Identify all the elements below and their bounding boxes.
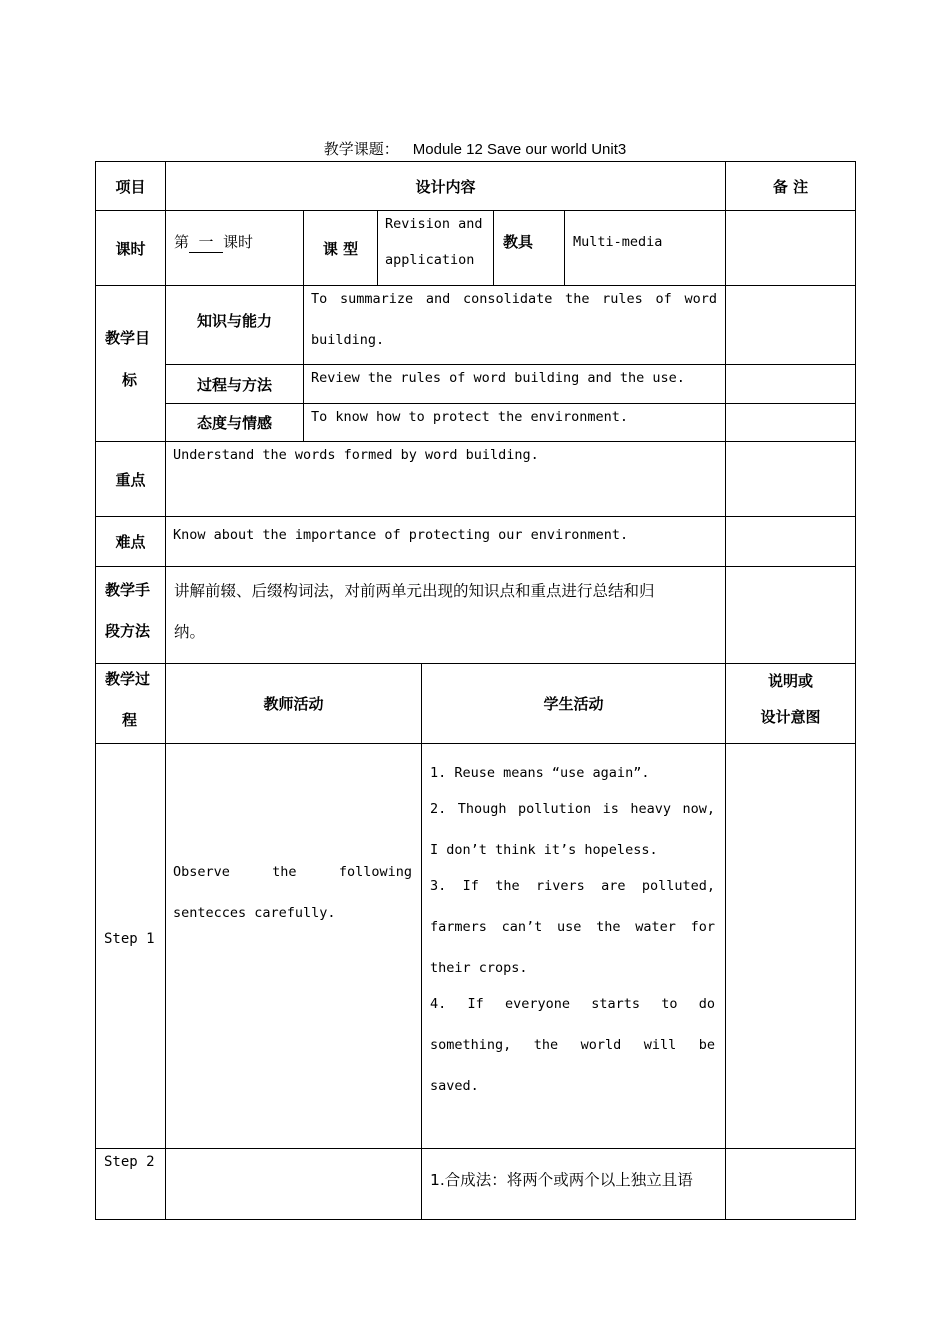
difficulty-remark: [725, 516, 856, 567]
process-header-line1: 教学过: [105, 670, 151, 688]
objectives-label-line1: 教学目: [105, 329, 151, 347]
knowledge-label: 知识与能力: [165, 285, 304, 365]
methods-line1: 讲解前辍、后缀构词法，对前两单元出现的知识点和重点进行总结和归: [174, 582, 655, 600]
methods-remark: [725, 566, 856, 664]
step1-student-cell: [421, 743, 726, 1149]
key-point-text: Understand the words formed by word building.: [173, 447, 539, 463]
step1-s2-line2: I don’t think it’s hopeless.: [430, 842, 658, 858]
lesson-label: 课时: [95, 210, 166, 286]
knowledge-line1: To summarize and consolidate the rules of word: [311, 291, 717, 307]
lesson-type-line2: application: [385, 252, 475, 268]
lesson-tools-value: Multi-media: [573, 234, 663, 250]
note-header-cell: [725, 663, 856, 744]
step1-s1: 1. Reuse means “use again”.: [430, 765, 650, 781]
methods-label-line2: 段方法: [105, 622, 151, 640]
step2-label: Step 2: [104, 1154, 155, 1170]
header-design: 设计内容: [165, 161, 726, 211]
step2-note: [725, 1148, 856, 1220]
title-label: 教学课题：: [323, 140, 399, 158]
title-topic: Module 12 Save our world Unit3: [412, 141, 627, 158]
step1-label: Step 1: [104, 931, 155, 947]
process-cell: [303, 364, 726, 404]
key-point-cell: [165, 441, 726, 517]
knowledge-line2: building.: [311, 332, 385, 348]
knowledge-remark: [725, 285, 856, 365]
process-label: 过程与方法: [165, 364, 304, 404]
process-header-label-cell: [95, 663, 166, 744]
document-title: [0, 138, 950, 159]
process-text: Review the rules of word building and the use.: [311, 370, 685, 386]
lesson-remark: [725, 210, 856, 286]
process-header-line2: 程: [122, 711, 138, 729]
methods-line2: 纳。: [174, 623, 206, 641]
methods-cell: [165, 566, 726, 664]
lesson-type-cell: [377, 210, 494, 286]
step1-s3-line3: their crops.: [430, 960, 528, 976]
attitude-text: To know how to protect the environment.: [311, 409, 628, 425]
step1-label-cell: [95, 743, 166, 1149]
attitude-label: 态度与情感: [165, 403, 304, 442]
methods-label-line1: 教学手: [105, 581, 151, 599]
step2-label-cell: [95, 1148, 166, 1220]
lesson-type-label: 课 型: [303, 210, 378, 286]
objectives-label-line2: 标: [122, 371, 138, 389]
step1-note: [725, 743, 856, 1149]
step1-s3-line2: farmers can’t use the water for: [430, 919, 715, 935]
methods-label-cell: [95, 566, 166, 664]
student-activity-header: 学生活动: [421, 663, 726, 744]
knowledge-cell: [303, 285, 726, 365]
lesson-tools-label: 教具: [503, 233, 534, 251]
lesson-tools-label-cell: [493, 210, 565, 286]
difficulty-label: 难点: [95, 516, 166, 567]
difficulty-text: Know about the importance of protecting our environment.: [173, 527, 629, 543]
lesson-period: 第 一 课时: [174, 233, 254, 251]
step1-s4-line1: 4. If everyone starts to do: [430, 996, 715, 1012]
step1-s2-line1: 2. Though pollution is heavy now,: [430, 801, 715, 817]
step1-s4-line2: something, the world will be: [430, 1037, 715, 1053]
step1-teacher-cell: [165, 743, 422, 1149]
key-point-remark: [725, 441, 856, 517]
step2-student-cell: [421, 1148, 726, 1220]
note-header-line2: 设计意图: [760, 708, 821, 726]
step1-s3-line1: 3. If the rivers are polluted,: [430, 878, 715, 894]
step2-teacher-cell: [165, 1148, 422, 1220]
note-header-line1: 说明或: [767, 672, 813, 690]
difficulty-cell: [165, 516, 726, 567]
lesson-type-line1: Revision and: [385, 216, 483, 232]
lesson-period-cell: [165, 210, 304, 286]
step1-s4-line3: saved.: [430, 1078, 479, 1094]
lesson-tools-cell: [564, 210, 726, 286]
header-item: 项目: [95, 161, 166, 211]
step2-student-line1: 1.合成法：将两个或两个以上独立且语: [430, 1171, 693, 1189]
objectives-label-cell: [95, 285, 166, 442]
header-remark: 备 注: [725, 161, 856, 211]
process-remark: [725, 364, 856, 404]
step1-teacher-line1: Observe the following: [173, 864, 412, 880]
step1-teacher-line2: sentecces carefully.: [173, 905, 336, 921]
teacher-activity-header: 教师活动: [165, 663, 422, 744]
attitude-cell: [303, 403, 726, 442]
attitude-remark: [725, 403, 856, 442]
key-point-label: 重点: [95, 441, 166, 517]
